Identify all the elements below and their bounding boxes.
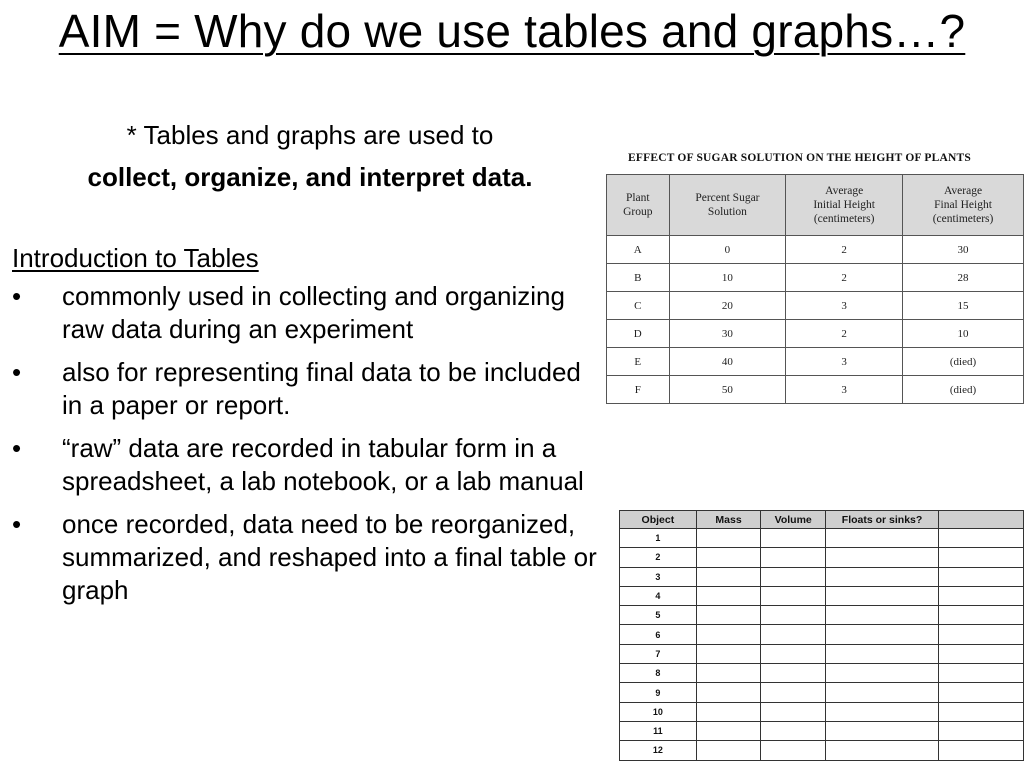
- table-cell: 1: [620, 529, 697, 548]
- table-cell: [761, 567, 826, 586]
- table-cell: 9: [620, 683, 697, 702]
- table-cell: [939, 741, 1024, 760]
- table-cell: 10: [669, 264, 786, 292]
- table-cell: B: [607, 264, 670, 292]
- column-header-final-height: Average Final Height (centimeters): [903, 175, 1024, 236]
- table-row: [607, 348, 1024, 376]
- bullet-text: once recorded, data need to be reorganized, summarized, and reshaped into a final table or graph: [62, 509, 597, 605]
- column-header-volume: Volume: [761, 511, 826, 529]
- table-cell: [939, 644, 1024, 663]
- table-cell: (died): [903, 376, 1024, 404]
- bullet-item: [12, 508, 602, 607]
- table-cell: [826, 683, 939, 702]
- table-cell: [761, 644, 826, 663]
- table-cell: [696, 625, 761, 644]
- table-row: [620, 529, 1024, 548]
- table-cell: [761, 586, 826, 605]
- table-cell: 28: [903, 264, 1024, 292]
- table-cell: 11: [620, 721, 697, 740]
- table-cell: [696, 664, 761, 683]
- table-cell: [761, 741, 826, 760]
- table-cell: 30: [669, 320, 786, 348]
- table-cell: 7: [620, 644, 697, 663]
- table-row: [620, 702, 1024, 721]
- column-header-object: Object: [620, 511, 697, 529]
- table-cell: 2: [620, 548, 697, 567]
- table-row: [620, 664, 1024, 683]
- table-cell: [696, 586, 761, 605]
- bullet-list: [12, 280, 602, 607]
- table-cell: [696, 683, 761, 702]
- table-header-row: [607, 175, 1024, 236]
- table-cell: F: [607, 376, 670, 404]
- table-row: [620, 741, 1024, 760]
- table-cell: [939, 606, 1024, 625]
- table-cell: 10: [903, 320, 1024, 348]
- table-cell: [939, 664, 1024, 683]
- column-header-mass: Mass: [696, 511, 761, 529]
- table-cell: [826, 741, 939, 760]
- table-cell: [696, 741, 761, 760]
- table-cell: [761, 721, 826, 740]
- table-cell: [939, 548, 1024, 567]
- table-row: [620, 606, 1024, 625]
- intro-emphasis: collect, organize, and interpret data.: [87, 162, 533, 192]
- object-rows: [620, 529, 1024, 761]
- table-cell: [939, 625, 1024, 644]
- intro-text: [30, 114, 590, 198]
- table-cell: [826, 721, 939, 740]
- table-cell: [696, 606, 761, 625]
- table-cell: [826, 586, 939, 605]
- table-cell: [826, 702, 939, 721]
- table-row: [607, 292, 1024, 320]
- table-row: [607, 236, 1024, 264]
- table-cell: [696, 644, 761, 663]
- table-cell: 6: [620, 625, 697, 644]
- table-cell: 20: [669, 292, 786, 320]
- column-header-plant-group: Plant Group: [607, 175, 670, 236]
- table-cell: 3: [786, 348, 903, 376]
- table-cell: 30: [903, 236, 1024, 264]
- table-cell: [939, 702, 1024, 721]
- table-header-row: [620, 511, 1024, 529]
- table-row: [607, 376, 1024, 404]
- table-cell: [696, 567, 761, 586]
- table-row: [620, 721, 1024, 740]
- bullet-icon: •: [12, 433, 22, 463]
- table-cell: (died): [903, 348, 1024, 376]
- table-cell: [761, 702, 826, 721]
- table-cell: 3: [786, 376, 903, 404]
- table-cell: [939, 683, 1024, 702]
- table-cell: [761, 548, 826, 567]
- table-row: [620, 683, 1024, 702]
- bullet-icon: •: [12, 281, 22, 311]
- table-cell: [696, 721, 761, 740]
- table-row: [607, 264, 1024, 292]
- intro-line-1: * Tables and graphs are used to: [126, 120, 494, 150]
- table-cell: 5: [620, 606, 697, 625]
- table-cell: [761, 625, 826, 644]
- section-heading: Introduction to Tables: [12, 243, 259, 273]
- table-cell: 12: [620, 741, 697, 760]
- table-cell: D: [607, 320, 670, 348]
- table-cell: [939, 586, 1024, 605]
- column-header-initial-height: Average Initial Height (centimeters): [786, 175, 903, 236]
- table-cell: [826, 664, 939, 683]
- bullet-text: “raw” data are recorded in tabular form in a spreadsheet, a lab notebook, or a lab manual: [62, 433, 584, 496]
- table-cell: [696, 702, 761, 721]
- table-cell: 2: [786, 320, 903, 348]
- table-cell: A: [607, 236, 670, 264]
- table-cell: [939, 721, 1024, 740]
- table-row: [607, 320, 1024, 348]
- table-cell: E: [607, 348, 670, 376]
- table-cell: [761, 664, 826, 683]
- table-cell: 10: [620, 702, 697, 721]
- table-cell: [939, 529, 1024, 548]
- table-cell: 8: [620, 664, 697, 683]
- bullet-icon: •: [12, 509, 22, 539]
- slide-title: AIM = Why do we use tables and graphs…?: [58, 5, 966, 57]
- table-cell: [826, 644, 939, 663]
- table-cell: [761, 529, 826, 548]
- table-cell: 2: [786, 236, 903, 264]
- table-cell: 50: [669, 376, 786, 404]
- bullet-item: [12, 280, 602, 346]
- table-cell: [826, 606, 939, 625]
- column-header-blank: [939, 511, 1024, 529]
- table-cell: 3: [620, 567, 697, 586]
- sugar-solution-table: [606, 174, 1024, 404]
- bullet-text: also for representing final data to be included in a paper or report.: [62, 357, 581, 420]
- table-cell: [826, 625, 939, 644]
- table-cell: [826, 548, 939, 567]
- table-cell: 15: [903, 292, 1024, 320]
- bullet-item: [12, 432, 602, 498]
- table-row: [620, 567, 1024, 586]
- table-cell: [826, 529, 939, 548]
- column-header-percent-sugar: Percent Sugar Solution: [669, 175, 786, 236]
- table-cell: 40: [669, 348, 786, 376]
- table-row: [620, 625, 1024, 644]
- bullet-text: commonly used in collecting and organizing raw data during an experiment: [62, 281, 565, 344]
- bullet-item: [12, 356, 602, 422]
- table-cell: C: [607, 292, 670, 320]
- table-cell: [761, 606, 826, 625]
- bullet-icon: •: [12, 357, 22, 387]
- sugar-table-caption: EFFECT OF SUGAR SOLUTION ON THE HEIGHT OF PLANTS: [628, 152, 971, 164]
- table-cell: 0: [669, 236, 786, 264]
- table-cell: 3: [786, 292, 903, 320]
- table-cell: 4: [620, 586, 697, 605]
- table-cell: [939, 567, 1024, 586]
- table-cell: [761, 683, 826, 702]
- table-cell: [696, 548, 761, 567]
- tables-introduction-section: [12, 240, 602, 617]
- floats-or-sinks-table: [619, 510, 1024, 761]
- table-row: [620, 644, 1024, 663]
- table-cell: [826, 567, 939, 586]
- table-row: [620, 586, 1024, 605]
- table-cell: [696, 529, 761, 548]
- table-cell: 2: [786, 264, 903, 292]
- column-header-floats-or-sinks: Floats or sinks?: [826, 511, 939, 529]
- table-row: [620, 548, 1024, 567]
- intro-line-2: [30, 156, 590, 198]
